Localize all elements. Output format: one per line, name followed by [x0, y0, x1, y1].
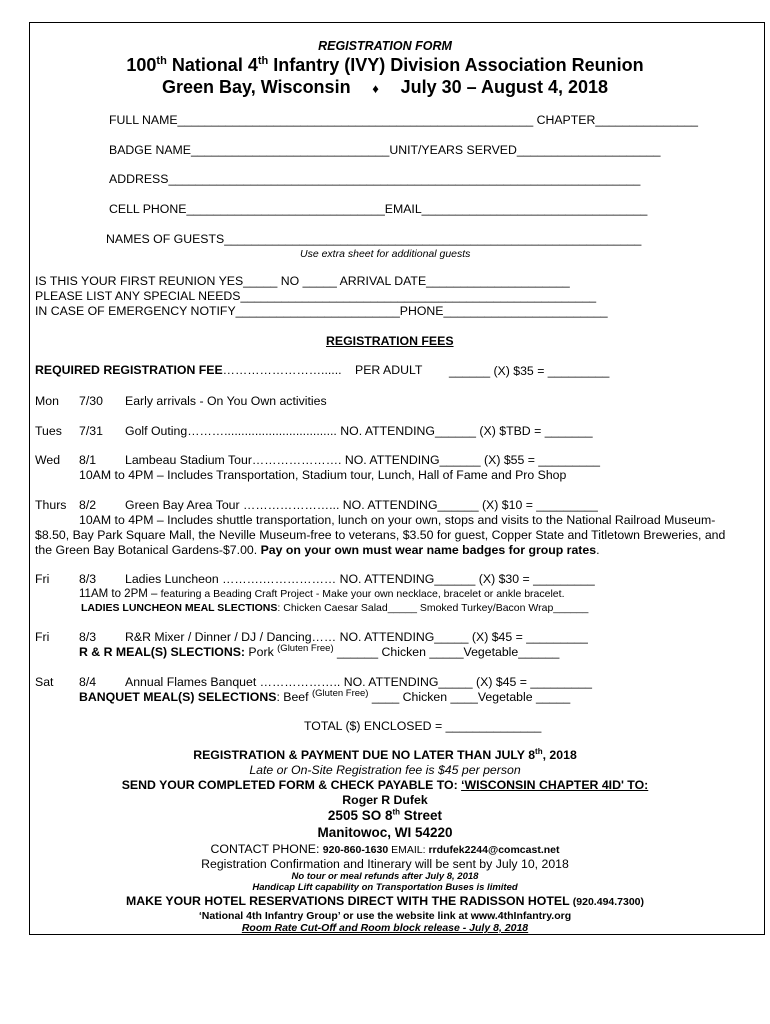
guests-note: Use extra sheet for additional guests	[300, 248, 471, 260]
ladies-luncheon-meal[interactable]: LADIES LUNCHEON MEAL SLECTIONS: Chicken Caesar Salad_____ Smoked Turkey/Bacon Wrap______	[81, 602, 589, 614]
special-needs-field[interactable]: PLEASE LIST ANY SPECIAL NEEDS____________________________________________________	[35, 289, 597, 303]
fri1-day: Fri	[35, 572, 50, 586]
address-field[interactable]: ADDRESS_____________________________________________________________________	[109, 172, 641, 186]
area-tour-detail-1: 10AM to 4PM – Includes shuttle transportation, lunch on your own, stops and visits to the National Railroad Museum-	[79, 513, 716, 527]
send-to: SEND YOUR COMPLETED FORM & CHECK PAYABLE TO: ‘WISCONSIN CHAPTER 4ID' TO:	[121, 778, 649, 792]
lambeau-tour-detail: 10AM to 4PM – Includes Transportation, Stadium tour, Lunch, Hall of Fame and Pro Shop	[79, 468, 567, 482]
first-reunion-field[interactable]: IS THIS YOUR FIRST REUNION YES_____ NO _____ ARRIVAL DATE_____________________	[35, 274, 570, 288]
late-fee: Late or On-Site Registration fee is $45 per person	[249, 763, 521, 777]
payee-name: Roger R Dufek	[342, 793, 428, 807]
room-cutoff: Room Rate Cut-Off and Room block release - July 8, 2018	[241, 922, 529, 934]
confirmation-note: Registration Confirmation and Itinerary will be sent by July 10, 2018	[201, 857, 569, 871]
handicap-note: Handicap Lift capability on Transportation Buses is limited	[252, 882, 518, 893]
emergency-field[interactable]: IN CASE OF EMERGENCY NOTIFY________________________PHONE________________________	[35, 304, 608, 318]
area-tour-row[interactable]: Green Bay Area Tour …………………... NO. ATTENDING______ (X) $10 = _________	[125, 498, 598, 512]
rr-mixer-row[interactable]: R&R Mixer / Dinner / DJ / Dancing…… NO. ATTENDING_____ (X) $45 = _________	[125, 630, 588, 644]
sat-day: Sat	[35, 675, 54, 689]
ladies-luncheon-detail: 11AM to 2PM – featuring a Beading Craft Project - Make your own necklace, bracelet or ankle bracelet.	[79, 588, 565, 600]
contact-info: CONTACT PHONE: 920-860-1630 EMAIL: rrdufek2244@comcast.net	[210, 842, 560, 856]
required-fee-per: PER ADULT	[355, 363, 423, 377]
fri2-day: Fri	[35, 630, 50, 644]
wed-date: 8/1	[79, 453, 97, 467]
wed-day: Wed	[35, 453, 61, 467]
mon-day: Mon	[35, 394, 59, 408]
hotel-reservation: MAKE YOUR HOTEL RESERVATIONS DIRECT WITH THE RADISSON HOTEL (920.494.7300)	[125, 894, 645, 908]
golf-outing-row[interactable]: Golf Outing………................................. NO. ATTENDING______ (X) $TBD = _______	[125, 424, 593, 438]
due-date: REGISTRATION & PAYMENT DUE NO LATER THAN JULY 8th, 2018	[193, 746, 577, 762]
lambeau-tour-row[interactable]: Lambeau Stadium Tour…………………. NO. ATTENDING______ (X) $55 = _________	[125, 453, 600, 467]
fri1-date: 8/3	[79, 572, 97, 586]
fees-heading: REGISTRATION FEES	[326, 334, 454, 348]
no-refunds-note: No tour or meal refunds after July 8, 2018	[291, 871, 479, 882]
mon-activity: Early arrivals - On You Own activities	[125, 394, 327, 408]
banquet-meal-selection[interactable]: BANQUET MEAL(S) SELECTIONS: Beef $^{(Gluten Free)}$ ____ Chicken ____Vegetable _____	[79, 687, 571, 704]
badge-name-field[interactable]: BADGE NAME_____________________________UNIT/YEARS SERVED_____________________	[109, 143, 661, 157]
tue-day: Tues	[35, 424, 62, 438]
required-fee-calc[interactable]: ______ (X) $35 = _________	[449, 364, 610, 378]
guests-field[interactable]: NAMES OF GUESTS_____________________________________________________________	[106, 232, 642, 246]
required-fee-row[interactable]: REQUIRED REGISTRATION FEE……………………......	[35, 363, 342, 377]
cell-phone-field[interactable]: CELL PHONE_____________________________EMAIL_________________________________	[109, 202, 648, 216]
form-label: REGISTRATION FORM	[318, 39, 452, 53]
payee-street: 2505 SO 8th Street	[327, 807, 443, 823]
page-title: 100th National 4th Infantry (IVY) Division Association Reunion	[126, 55, 644, 75]
area-tour-detail-3: the Green Bay Botanical Gardens-$7.00. Pay on your own must wear name badges for group rates.	[35, 543, 600, 557]
mon-date: 7/30	[79, 394, 103, 408]
fri2-date: 8/3	[79, 630, 97, 644]
thu-day: Thurs	[35, 498, 67, 512]
tue-date: 7/31	[79, 424, 103, 438]
sat-date: 8/4	[79, 675, 97, 689]
ladies-luncheon-row[interactable]: Ladies Luncheon ……….……………… NO. ATTENDING______ (X) $30 = _________	[125, 572, 595, 586]
payee-city: Manitowoc, WI 54220	[317, 825, 453, 840]
full-name-field[interactable]: FULL NAME____________________________________________________ CHAPTER_______________	[109, 113, 698, 127]
total-enclosed[interactable]: TOTAL ($) ENCLOSED = ______________	[304, 719, 542, 733]
diamond-icon: ♦	[372, 81, 379, 96]
thu-date: 8/2	[79, 498, 97, 512]
banquet-row[interactable]: Annual Flames Banquet ……………….. NO. ATTENDING_____ (X) $45 = _________	[125, 675, 592, 689]
area-tour-detail-2: $8.50, Bay Park Square Mall, the Neville Museum-free to veterans, $3.50 for guest, Copper State and Titletown Breweries, and	[35, 528, 726, 542]
rr-meal-selection[interactable]: R & R MEAL(S) SLECTIONS: Pork $^{(Gluten Free)}$ ______ Chicken _____Vegetable______	[79, 642, 560, 659]
page-subtitle: Green Bay, Wisconsin ♦ July 30 – August 4, 2018	[162, 77, 608, 97]
hotel-group: ‘National 4th Infantry Group’ or use the website link at www.4thInfantry.org	[198, 910, 572, 922]
